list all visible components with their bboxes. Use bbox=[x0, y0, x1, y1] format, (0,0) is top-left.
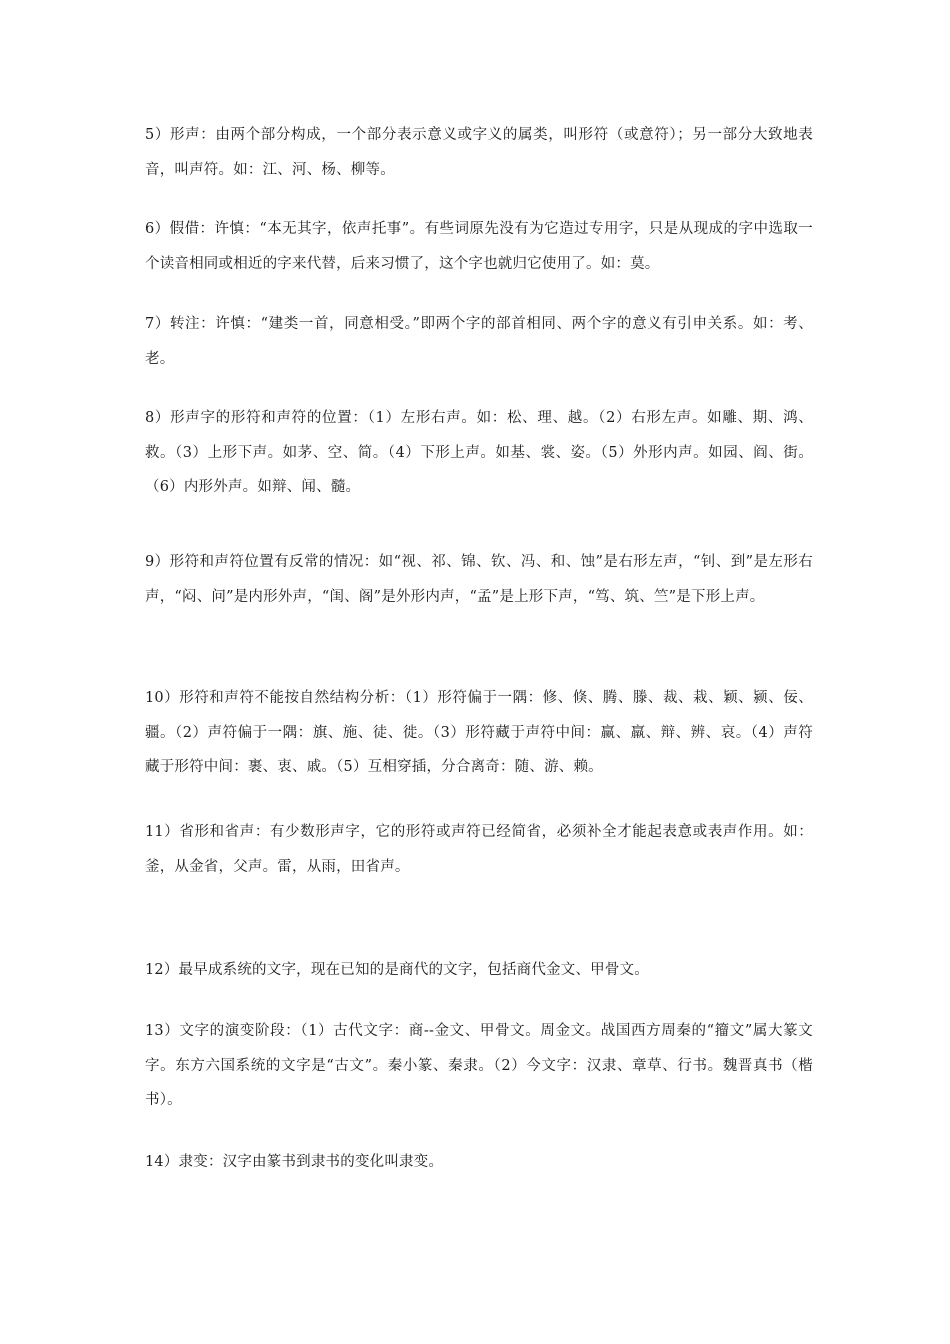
paragraph-5-xingsheng: 5）形声：由两个部分构成，一个部分表示意义或字义的属类，叫形符（或意符）；另一部分大致地表音，叫声符。如：江、河、杨、柳等。 bbox=[145, 127, 813, 178]
paragraph-6-jiajie: 6）假借：许慎：“本无其字，依声托事”。有些词原先没有为它造过专用字，只是从现成的字中选取一个读音相同或相近的字来代替，后来习惯了，这个字也就归它使用了。如：莫。 bbox=[145, 221, 813, 272]
paragraph-11-abbreviation: 11）省形和省声：有少数形声字，它的形符或声符已经简省，必须补全才能起表意或表声作用。如：釜，从金省，父声。雷，从雨，田省声。 bbox=[145, 824, 813, 875]
paragraph-9-irregular-positions: 9）形符和声符位置有反常的情况：如“视、祁、锦、钦、冯、和、蚀”是右形左声，“钊、到”是左形右声，“闷、问”是内形外声，“闺、阁”是外形内声，“孟”是上形下声，“笃、筑、竺”是下形上声。 bbox=[145, 554, 813, 605]
paragraph-14-libian: 14）隶变：汉字由篆书到隶书的变化叫隶变。 bbox=[145, 1154, 444, 1170]
paragraph-8-xingsheng-positions: 8）形声字的形符和声符的位置：（1）左形右声。如：松、理、越。（2）右形左声。如雕、期、鸿、救。（3）上形下声。如茅、空、简。（4）下形上声。如基、裳、姿。（5）外形内声。如园、阎、街。（6）内形外声。如辩、闻、髓。 bbox=[145, 410, 813, 495]
paragraph-12-earliest-script: 12）最早成系统的文字，现在已知的是商代的文字，包括商代金文、甲骨文。 bbox=[145, 962, 649, 978]
paragraph-7-zhuanzhu: 7）转注：许慎：“建类一首，同意相受。”即两个字的部首相同、两个字的意义有引申关系。如：考、老。 bbox=[145, 316, 813, 367]
paragraph-10-structure-analysis: 10）形符和声符不能按自然结构分析：（1）形符偏于一隅：修、倏、腾、滕、裁、栽、颖、颍、佞、疆。（2）声符偏于一隅：旗、施、徒、徙。（3）形符藏于声符中间：赢、羸、辩、辨、哀。（4）声符藏于形符中间：裹、衷、戚。（5）互相穿插，分合离奇：随、游、赖。 bbox=[145, 690, 813, 775]
paragraph-13-evolution-stages: 13）文字的演变阶段：（1）古代文字：商--金文、甲骨文。周金文。战国西方周秦的“籀文”属大篆文字。东方六国系统的文字是“古文”。秦小篆、秦隶。（2）今文字：汉隶、章草、行书。魏晋真书（楷书）。 bbox=[145, 1023, 813, 1108]
